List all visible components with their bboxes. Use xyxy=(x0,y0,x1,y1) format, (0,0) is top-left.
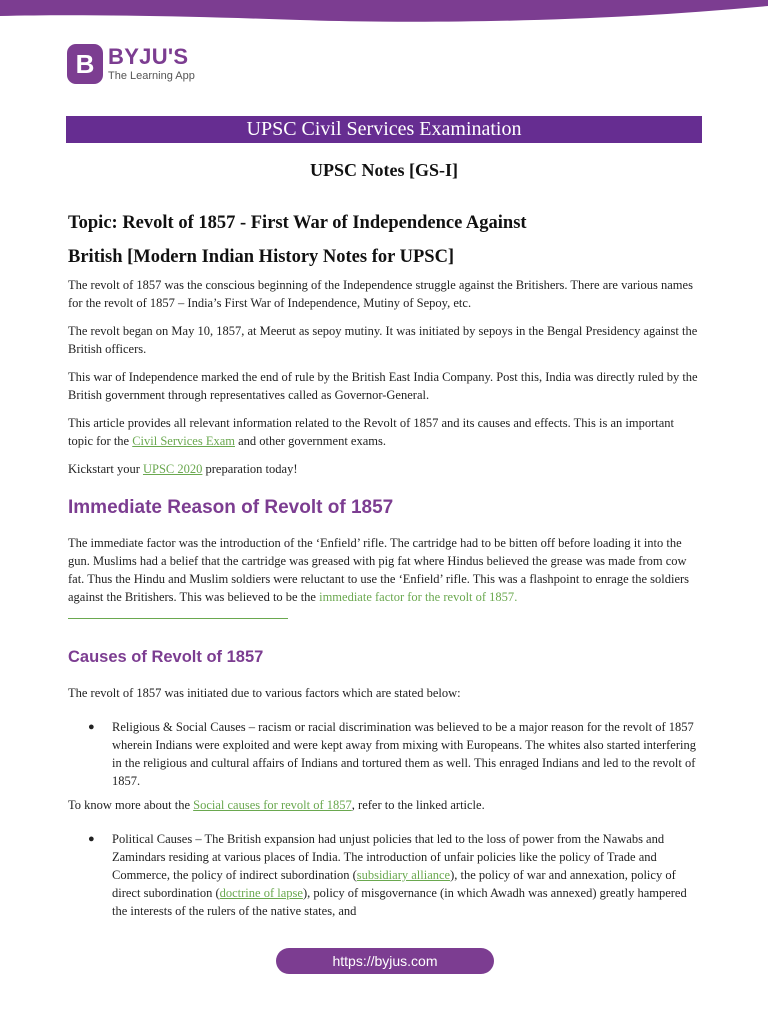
intro-paragraph-1: The revolt of 1857 was the conscious beginning of the Independence struggle against the Britishers. There are various names for the revolt of 1857 – India’s First War of Independence, Mutiny of Sepoy, etc. xyxy=(68,278,693,310)
immediate-factor-link[interactable]: immediate factor for the revolt of 1857 xyxy=(319,590,515,604)
footer-url-button[interactable]: https://byjus.com xyxy=(276,948,494,974)
topic-heading xyxy=(68,206,708,274)
byjus-logo[interactable] xyxy=(67,44,195,84)
topic-line-1: Topic: Revolt of 1857 - First War of Independence Against xyxy=(68,213,527,233)
political-causes-text-c: ), policy of misgovernance (in which Awadh was annexed) greatly hampered the interests of the rulers of the native states, and xyxy=(112,886,687,918)
list-item xyxy=(68,718,698,790)
intro-paragraph-4 xyxy=(68,414,698,450)
causes-heading: Causes of Revolt of 1857 xyxy=(68,648,264,666)
logo-mark-letter: B xyxy=(75,49,95,79)
immediate-reason-text: The immediate factor was the introduction of the ‘Enfield’ rifle. The cartridge had to be bitten off before loading it into the gun. Muslims had a belief that the cartridge was greased with pig fat where Hindus believed the grease was made from cow fat. Thus the Hindu and Muslim soldiers were reluctant to use the ‘Enfield’ rifle. This was a flashpoint to enrage the soldiers against the Britishers. This was believed to be the xyxy=(68,536,690,604)
logo-mark xyxy=(67,44,103,84)
logo-tagline: The Learning App xyxy=(108,69,195,82)
bullet-icon: ● xyxy=(88,721,95,733)
intro-p4-text-after: and other government exams. xyxy=(234,434,386,448)
intro-paragraph-5 xyxy=(68,460,698,478)
logo-brand-name: BYJU'S xyxy=(108,43,189,69)
intro-paragraph-3: This war of Independence marked the end of rule by the British East India Company. Post this, India was directly ruled by the British government through representatives called as Governor-General. xyxy=(68,370,698,402)
causes-list-1 xyxy=(68,718,698,790)
topic-line-2: British [Modern Indian History Notes for UPSC] xyxy=(68,247,455,267)
causes-list-2 xyxy=(68,830,698,920)
immediate-factor-period: . xyxy=(514,590,518,604)
subsidiary-alliance-link[interactable]: subsidiary alliance xyxy=(356,868,451,882)
intro-p5-text: Kickstart your xyxy=(68,462,143,476)
know-more-text-after: , refer to the linked article. xyxy=(351,798,485,812)
immediate-reason-paragraph xyxy=(68,534,698,624)
doctrine-of-lapse-link[interactable]: doctrine of lapse xyxy=(219,886,303,900)
notes-title: UPSC Notes [GS-I] xyxy=(310,160,458,180)
causes-intro: The revolt of 1857 was initiated due to various factors which are stated below: xyxy=(68,686,461,700)
know-more-text: To know more about the xyxy=(68,798,194,812)
political-causes-text-a: Political Causes – The British expansion had unjust policies that led to the loss of power from the Nawabs and Zamindars residing at various places of India. The introduction of unfair policies like the policy of Trade and Commerce, the policy of indirect subordination ( xyxy=(112,832,665,882)
intro-p4-text: This article provides all relevant information related to the Revolt of 1857 and its causes and effects. This is an important topic for the xyxy=(68,416,674,448)
social-causes-link[interactable]: Social causes for revolt of 1857 xyxy=(193,798,352,812)
immediate-reason-heading: Immediate Reason of Revolt of 1857 xyxy=(68,497,394,518)
religious-social-causes-text: Religious & Social Causes – racism or racial discrimination was believed to be a major reason for the revolt of 1857 wherein Indians were exploited and were kept away from mixing with Europeans. The whites also started interfering in the religious and cultural affairs of Indians and tortured them as well. This enraged Indians and led to the revolt of 1857. xyxy=(112,720,696,788)
intro-p5-text-after: preparation today! xyxy=(202,462,298,476)
upsc-2020-link[interactable]: UPSC 2020 xyxy=(142,462,203,476)
article-body xyxy=(68,276,698,926)
logo-text xyxy=(108,43,195,83)
political-causes-text-b: ), the policy of war and annexation, policy of direct subordination ( xyxy=(112,868,676,900)
bullet-icon: ● xyxy=(88,833,95,845)
header-wave xyxy=(0,0,768,24)
link-underline xyxy=(68,607,288,619)
list-item xyxy=(68,830,698,920)
civil-services-exam-link[interactable]: Civil Services Exam xyxy=(132,434,235,448)
know-more-paragraph xyxy=(68,796,698,814)
intro-paragraph-2: The revolt began on May 10, 1857, at Meerut as sepoy mutiny. It was initiated by sepoys in the Bengal Presidency against the British officers. xyxy=(68,324,698,356)
exam-banner: UPSC Civil Services Examination xyxy=(66,116,702,143)
